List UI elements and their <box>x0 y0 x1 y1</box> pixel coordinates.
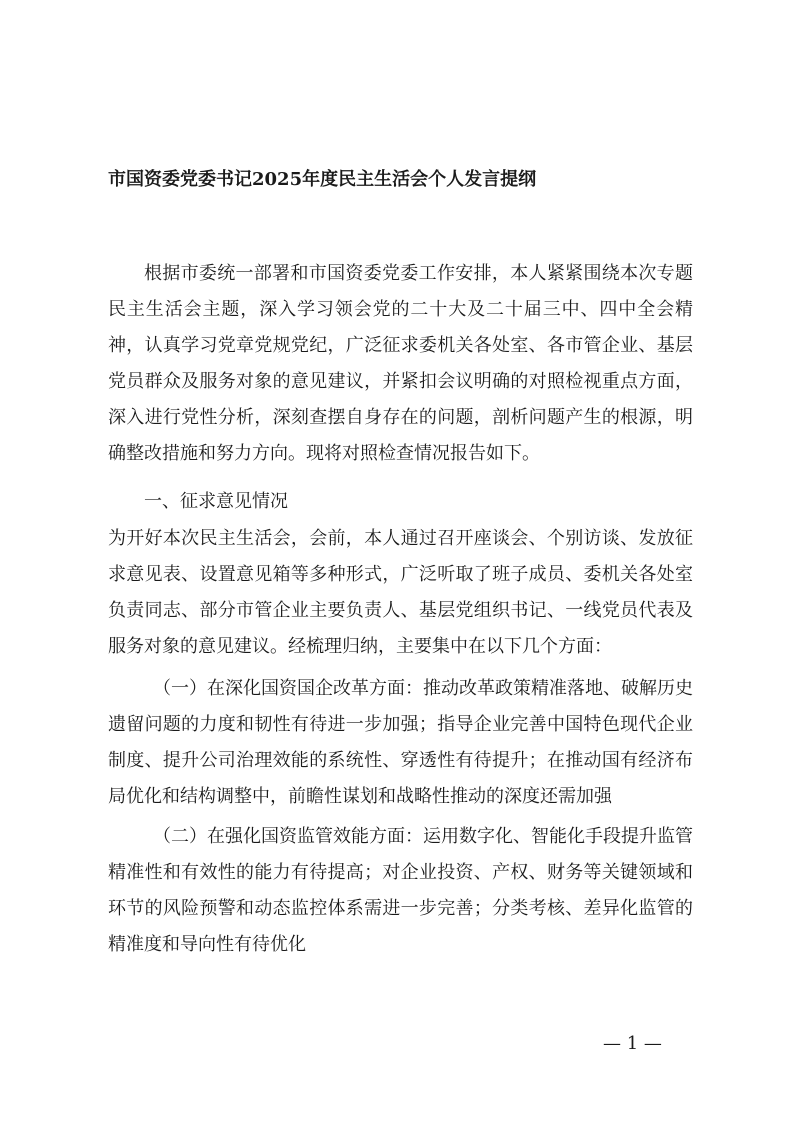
opinion-item-1: （一）在深化国资国企改革方面：推动改革政策精准落地、破解历史遗留问题的力度和韧性有待进一步加强；指导企业完善中国特色现代企业制度、提升公司治理效能的系统性、穿透性有待提升；在推动国有经济布局优化和结构调整中，前瞻性谋划和战略性推动的深度还需加强 <box>108 678 693 807</box>
page-number: — 1 — <box>603 1033 662 1054</box>
intro-paragraph: 根据市委统一部署和市国资委党委工作安排，本人紧紧围绕本次专题民主生活会主题，深入学习领会党的二十大及二十届三中、四中全会精神，认真学习党章党规党纪，广泛征求委机关各处室、各市管企业、基层党员群众及服务对象的意见建议，并紧扣会议明确的对照检视重点方面，深入进行党性分析，深刻查摆自身存在的问题，剖析问题产生的根源，明确整改措施和努力方向。现将对照检查情况报告如下。 <box>108 263 693 464</box>
section-1-paragraph: 为开好本次民主生活会，会前，本人通过召开座谈会、个别访谈、发放征求意见表、设置意见箱等多种形式，广泛听取了班子成员、委机关各处室负责同志、部分市管企业主要负责人、基层党组织书记、一线党员代表及服务对象的意见建议。经梳理归纳，主要集中在以下几个方面： <box>108 528 693 657</box>
opinion-item-2: （二）在强化国资监管效能方面：运用数字化、智能化手段提升监管精准性和有效性的能力有待提高；对企业投资、产权、财务等关键领域和环节的风险预警和动态监控体系需进一步完善；分类考核、差异化监管的精准度和导向性有待优化 <box>108 826 693 955</box>
document-title: 市国资委党委书记2025年度民主生活会个人发言提纲 <box>108 169 537 190</box>
section-heading-1: 一、征求意见情况 <box>144 491 288 512</box>
